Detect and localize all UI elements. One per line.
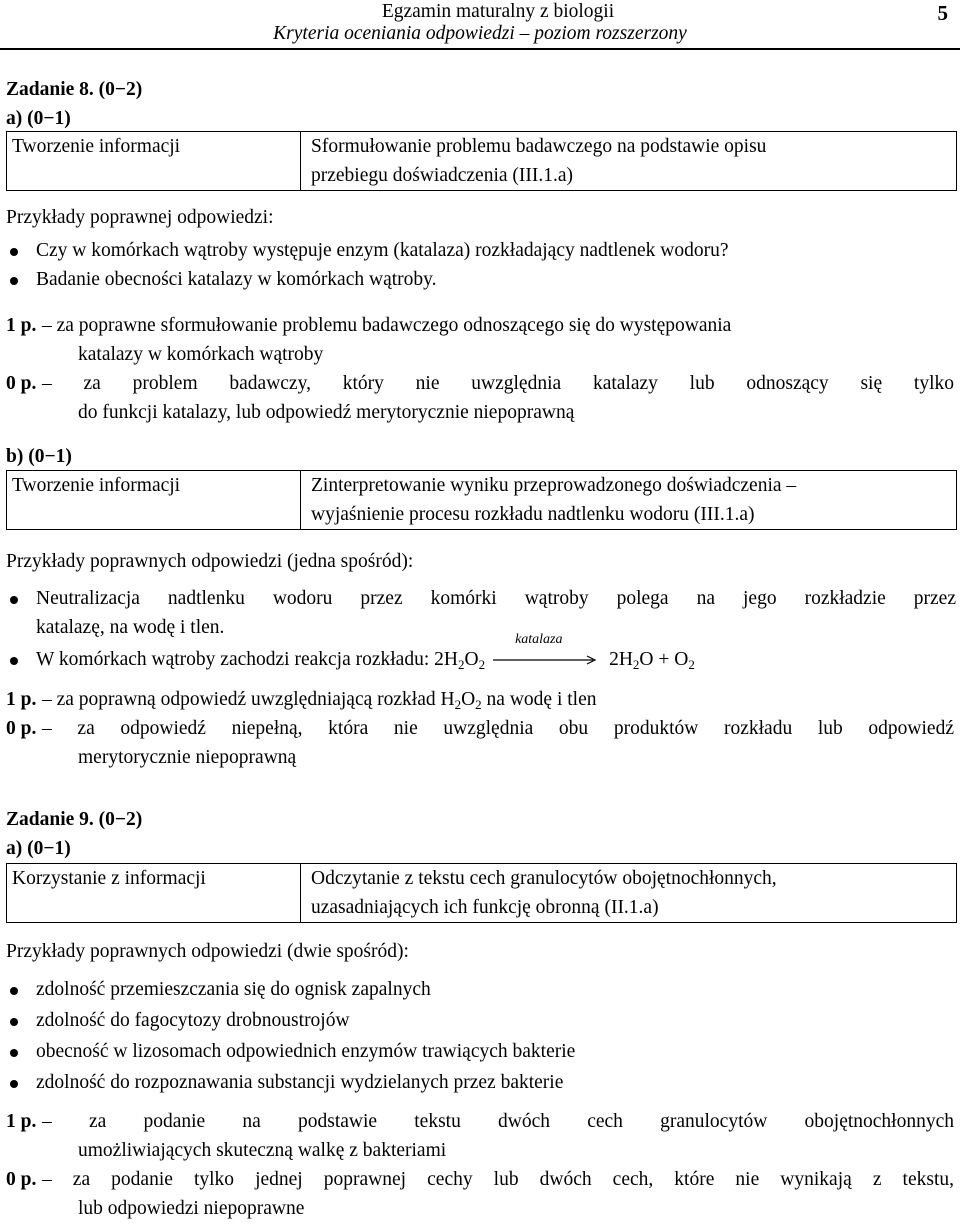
skill-description bbox=[301, 471, 957, 530]
bullet-icon bbox=[10, 596, 18, 604]
bullet-icon bbox=[10, 277, 18, 285]
task-8b-label: b) (0−1) bbox=[6, 446, 72, 467]
task-8b-examples-title: Przykłady poprawnych odpowiedzi (jedna spośród): bbox=[6, 551, 414, 572]
task-8a-label: a) (0−1) bbox=[6, 108, 71, 129]
reaction-arrow-icon: katalaza bbox=[493, 647, 601, 667]
task-8b-criterion-1: 1 p. – za poprawną odpowiedź uwzględniającą rozkład $H_2O_2$ na wodę i tlen bbox=[6, 689, 597, 712]
skill-description bbox=[301, 132, 957, 191]
skill-category: Korzystanie z informacji bbox=[7, 864, 301, 923]
header-exam-title: Egzamin maturalny z biologii bbox=[381, 1, 615, 22]
task-9a-label: a) (0−1) bbox=[6, 838, 71, 859]
bullet-icon bbox=[10, 248, 18, 256]
skill-category: Tworzenie informacji bbox=[7, 471, 301, 530]
skill-description-line: przebiegu doświadczenia (III.1.a) bbox=[311, 165, 574, 186]
task-8a-criterion-0: 0 p. – za problem badawczy, który nie uwzględnia katalazy lub odnoszący się tylko do funkcji katalazy, lub odpowiedź merytorycznie niepoprawną bbox=[6, 373, 954, 423]
task-8a-skill-table bbox=[6, 131, 957, 191]
task-8-title: Zadanie 8. (0−2) bbox=[6, 79, 143, 100]
exam-page: Egzamin maturalny z biologii Kryteria oceniania odpowiedzi – poziom rozszerzony 5 Zadanie 8. (0−2) a) (0−1) Tworzenie informacji Sformułowanie problemu badawczego na podstawie opisu przebiegu doświadczenia (III.1.a) Przykłady poprawnej odpowiedzi: Czy w komórkach wątroby występuje enzym (katalaza) rozkładający nadtlenek wodoru? Badanie obecności katalazy w komórkach wątroby. 1 p. – za poprawne sformułowanie problemu badawczego odnoszącego się do występowania katalazy w komórkach wątroby 0 p. – za problem badawczy, który nie uwzględnia katalazy lub odnoszący się tylko do funkcji katalazy, lub odpowiedź merytorycznie niepoprawną b) (0−1) Tworzenie informacji Zinterpretowanie wyniku przeprowadzonego doświadczenia – wyjaśnienie procesu rozkładu nadtlenku wodoru (III.1.a) Przykłady poprawnych odpowiedzi (jedna spośród): Neutralizacja nadtlenku wodoru przez komórki wątroby polega na jego rozkładzie przez katalazę, na wodę i tlen. W komórkach wątroby zachodzi reakcja rozkładu: $2H_2O_2$ katalaza $2H_2O + O_2$ 1 p. – za poprawną odpowiedź uwzględniającą rozkład $H_2O_2$ na wodę i tlen 0 p. – za odpowiedź niepełną, która nie uwzględnia obu produktów rozkładu lub odpowiedź merytorycznie niepoprawną Zadanie 9. (0−2) a) (0−1) Korzystanie z informacji Odczytanie z tekstu cech granulocytów obojętnochłonnych, uzasadniających ich funkcję obronną (II.1.a) Przykłady poprawnych odpowiedzi (dwie spośród): zdolność przemieszczania się do ognisk zapalnych zdolność do fagocytozy drobnoustrojów obecność w lizosomach odpowiednich enzymów trawiących bakterie zdolność do rozpoznawania substancji wydzielanych przez bakterie 1 p. – za podanie na podstawie tekstu dwóch cech granulocytów obojętnochłonnych umożliwiających skuteczną walkę z bakteriami 0 p. – za podanie tylko jednej poprawnej cechy lub dwóch cech, które nie wynikają z tekstu, lub odpowiedzi niepoprawne bbox=[0, 0, 960, 1225]
task-9a-skill-table bbox=[6, 863, 957, 923]
list-item: Neutralizacja nadtlenku wodoru przez komórki wątroby polega na jego rozkładzie przez katalazę, na wodę i tlen. bbox=[6, 584, 956, 642]
skill-description bbox=[301, 864, 957, 923]
task-9a-examples-title: Przykłady poprawnych odpowiedzi (dwie spośród): bbox=[6, 941, 409, 962]
task-8a-examples-title: Przykłady poprawnej odpowiedzi: bbox=[6, 207, 274, 228]
task-9a-criterion-1: 1 p. – za podanie na podstawie tekstu dwóch cech granulocytów obojętnochłonnych umożliwiających skuteczną walkę z bakteriami bbox=[6, 1111, 954, 1161]
task-9a-criterion-0: 0 p. – za podanie tylko jednej poprawnej cechy lub dwóch cech, które nie wynikają z tekstu, lub odpowiedzi niepoprawne bbox=[6, 1169, 954, 1219]
task-8a-criterion-1: 1 p. – za poprawne sformułowanie problemu badawczego odnoszącego się do występowania katalazy w komórkach wątroby bbox=[6, 315, 732, 365]
skill-description-line: uzasadniających ich funkcję obronną (II.1.a) bbox=[311, 897, 659, 918]
skill-category: Tworzenie informacji bbox=[7, 132, 301, 191]
header-subtitle: Kryteria oceniania odpowiedzi – poziom rozszerzony bbox=[273, 23, 687, 44]
bullet-icon bbox=[10, 1080, 18, 1088]
task-8b-criterion-0: 0 p. – za odpowiedź niepełną, która nie uwzględnia obu produktów rozkładu lub odpowiedź merytorycznie niepoprawną bbox=[6, 718, 954, 768]
bullet-icon bbox=[10, 1018, 18, 1026]
reaction-equation: W komórkach wątroby zachodzi reakcja rozkładu: $2H_2O_2$ katalaza $2H_2O + O_2$ bbox=[36, 632, 695, 672]
header-divider bbox=[0, 48, 960, 50]
page-number: 5 bbox=[937, 1, 948, 25]
task-9-title: Zadanie 9. (0−2) bbox=[6, 809, 143, 830]
bullet-icon bbox=[10, 987, 18, 995]
page-header bbox=[0, 0, 960, 48]
bullet-icon bbox=[10, 657, 18, 665]
skill-description-line: wyjaśnienie procesu rozkładu nadtlenku wodoru (III.1.a) bbox=[311, 504, 755, 525]
skill-description-line: Zinterpretowanie wyniku przeprowadzonego doświadczenia – bbox=[311, 475, 797, 496]
bullet-icon bbox=[10, 1049, 18, 1057]
skill-description-line: Sformułowanie problemu badawczego na podstawie opisu bbox=[311, 136, 767, 157]
skill-description-line: Odczytanie z tekstu cech granulocytów obojętnochłonnych, bbox=[311, 868, 777, 889]
task-8b-skill-table bbox=[6, 470, 957, 530]
